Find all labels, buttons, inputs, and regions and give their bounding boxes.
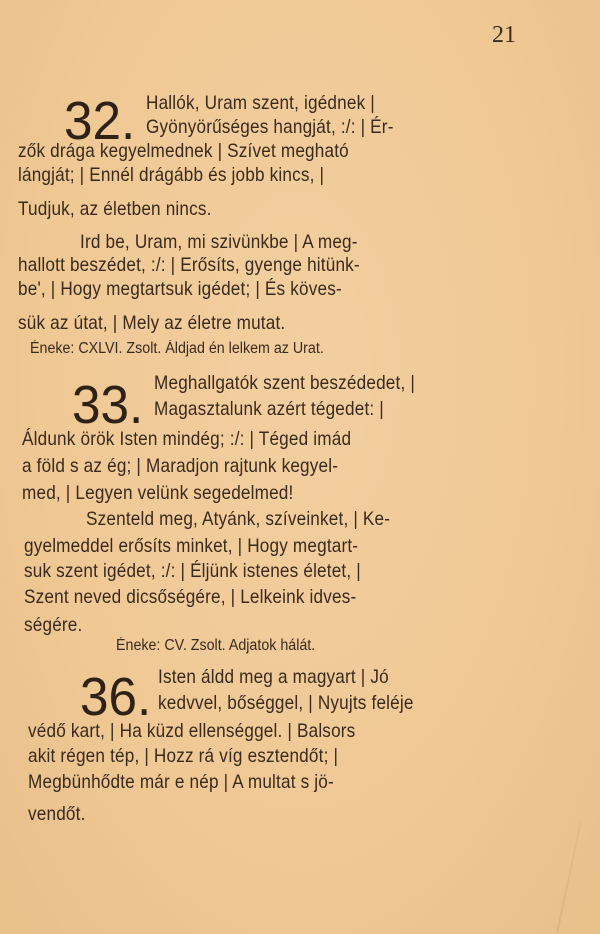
hymn-line: suk szent igédet, :/: | Éljünk istenes életet, | (24, 560, 361, 582)
hymn-line: kedvvel, bőséggel, | Nyujts feléje (158, 692, 414, 714)
hymn-line: Gyönyörűséges hangját, :/: | Ér- (146, 116, 394, 138)
hymn-line: zők drága kegyelmednek | Szívet megható (18, 140, 349, 162)
hymn-tune-note: Éneke: CV. Zsolt. Adjatok hálát. (116, 637, 316, 654)
hymn-tune-note: Éneke: CXLVI. Zsolt. Áldjad én lelkem az Urat. (30, 340, 324, 357)
hymn-line: Ird be, Uram, mi szivünkbe | A meg- (80, 231, 358, 253)
hymn-line: med, | Legyen velünk segedelmed! (22, 482, 294, 504)
hymn-line: Áldunk örök Isten mindég; :/: | Téged imád (22, 428, 352, 450)
hymn-line: lángját; | Ennél drágább és jobb kincs, | (18, 164, 325, 186)
hymn-line: ségére. (24, 614, 83, 636)
hymn-line: Hallók, Uram szent, igédnek | (146, 92, 375, 114)
hymn-line: Meghallgatók szent beszédedet, | (154, 372, 415, 394)
hymn-number: 33. (72, 375, 144, 435)
hymn-number: 36. (80, 667, 152, 727)
hymn-line: védő kart, | Ha küzd ellenséggel. | Balsors (28, 720, 356, 742)
hymn-line: Megbünhődte már e nép | A multat s jö- (28, 771, 334, 793)
hymn-line: Magasztalunk azért tégedet: | (154, 398, 384, 420)
hymn-line: be', | Hogy megtartsuk igédet; | És köves- (18, 278, 342, 300)
hymn-line: sük az útat, | Mely az életre mutat. (18, 312, 286, 334)
hymn-line: vendőt. (28, 803, 86, 825)
hymn-line: Szent neved dicsőségére, | Lelkeink idves- (24, 586, 357, 608)
hymn-line: akit régen tép, | Hozz rá víg esztendőt; | (28, 745, 339, 767)
hymn-line: gyelmeddel erősíts minket, | Hogy megtart- (24, 535, 359, 557)
hymn-line: Tudjuk, az életben nincs. (18, 198, 212, 220)
hymn-line: a föld s az ég; | Maradjon rajtunk kegyel- (22, 455, 339, 477)
hymn-number: 32. (64, 91, 136, 151)
paper-crease (556, 821, 582, 933)
hymn-line: Isten áldd meg a magyart | Jó (158, 666, 389, 688)
page-number: 21 (492, 22, 516, 48)
hymn-line: hallott beszédet, :/: | Erősíts, gyenge hitünk- (18, 254, 360, 276)
hymn-line: Szenteld meg, Atyánk, szíveinket, | Ke- (86, 508, 391, 530)
